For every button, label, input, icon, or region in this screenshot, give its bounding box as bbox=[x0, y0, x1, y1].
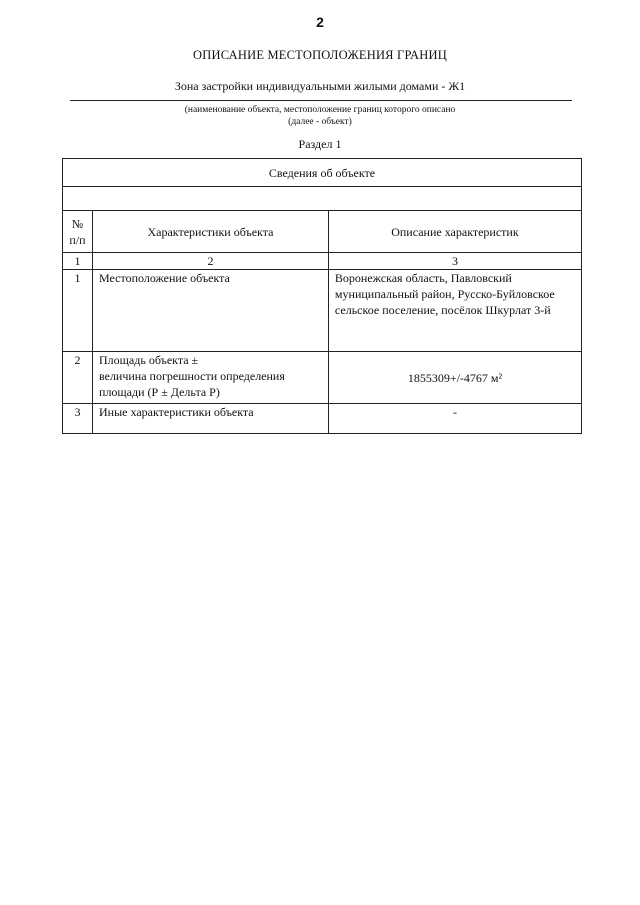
row-characteristic: Местоположение объекта bbox=[93, 270, 329, 352]
table-header-row bbox=[63, 211, 582, 253]
header-description: Описание характеристик bbox=[328, 211, 581, 253]
underline-rule bbox=[70, 100, 572, 101]
row-num: 2 bbox=[63, 352, 93, 404]
col-number: 1 bbox=[63, 253, 93, 270]
header-characteristics: Характеристики объекта bbox=[93, 211, 329, 253]
object-name: Зона застройки индивидуальными жилыми домами - Ж1 bbox=[174, 79, 466, 93]
document-title: ОПИСАНИЕ МЕСТОПОЛОЖЕНИЯ ГРАНИЦ bbox=[193, 48, 447, 62]
row-description: Воронежская область, Павловский муниципальный район, Русско-Буйловское сельское поселение, посёлок Шкурлат 3-й bbox=[328, 270, 581, 352]
table-spacer-row bbox=[63, 187, 582, 211]
table-row bbox=[63, 270, 582, 352]
table-heading-row bbox=[63, 159, 582, 187]
header-num-line-2: п/п bbox=[69, 232, 86, 247]
caption-line-1: (наименование объекта, местоположение границ которого описано bbox=[184, 105, 456, 115]
header-num-line-1: № bbox=[71, 216, 84, 231]
object-info-table bbox=[62, 158, 582, 434]
header-num-cell bbox=[63, 211, 93, 253]
row-characteristic-line-2: величина погрешности определения площади (Р ± Дельта Р) bbox=[99, 369, 285, 399]
col-number: 3 bbox=[328, 253, 581, 270]
col-number: 2 bbox=[93, 253, 329, 270]
page-number: 2 bbox=[316, 14, 324, 30]
row-characteristic-line-1: Площадь объекта ± bbox=[99, 353, 199, 367]
table-heading: Сведения об объекте bbox=[63, 159, 582, 187]
row-characteristic: Иные характеристики объекта bbox=[93, 404, 329, 434]
section-title: Раздел 1 bbox=[298, 137, 342, 151]
caption-line-2: (далее - объект) bbox=[288, 117, 352, 127]
row-description: - bbox=[328, 404, 581, 434]
object-caption bbox=[0, 104, 640, 128]
column-number-row bbox=[63, 253, 582, 270]
row-characteristic bbox=[93, 352, 329, 404]
row-num: 1 bbox=[63, 270, 93, 352]
row-num: 3 bbox=[63, 404, 93, 434]
table-spacer-cell bbox=[63, 187, 582, 211]
table-row bbox=[63, 404, 582, 434]
table-row bbox=[63, 352, 582, 404]
row-description: 1855309+/-4767 м² bbox=[328, 352, 581, 404]
